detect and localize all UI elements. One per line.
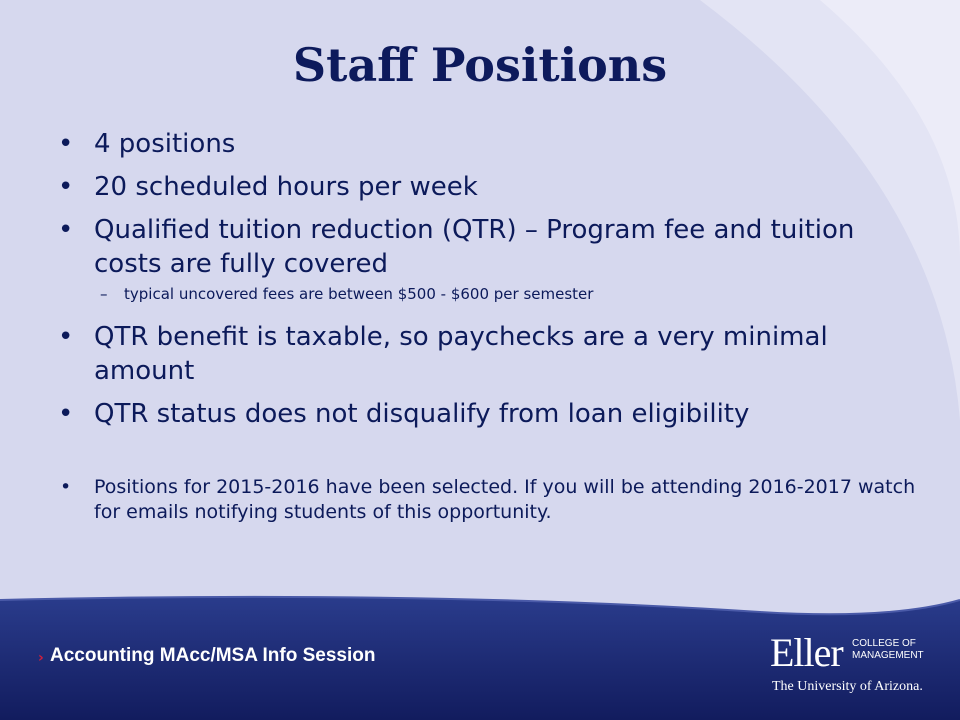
note-bullet bbox=[58, 475, 918, 525]
bullet-dot: • bbox=[58, 322, 74, 352]
logo-university: The University of Arizona. bbox=[772, 679, 923, 694]
bullet-text: 20 scheduled hours per week bbox=[94, 172, 478, 202]
sub-bullet-item bbox=[58, 284, 918, 304]
logo-wordmark: Eller bbox=[770, 630, 843, 675]
logo-subtitle: COLLEGE OF MANAGEMENT bbox=[852, 638, 924, 661]
bullet-item bbox=[58, 127, 918, 161]
chevron-right-icon: › bbox=[38, 650, 44, 666]
bullet-dot: • bbox=[58, 399, 74, 429]
bullet-item bbox=[58, 213, 918, 281]
bullet-item bbox=[58, 397, 918, 431]
bullet-item bbox=[58, 170, 918, 204]
bullet-dot: • bbox=[60, 476, 72, 498]
bullet-list bbox=[58, 127, 918, 525]
sub-bullet-dash: – bbox=[100, 285, 108, 303]
bullet-dot: • bbox=[58, 215, 74, 245]
slide-title: Staff Positions bbox=[292, 38, 668, 92]
bullet-text: QTR benefit is taxable, so paychecks are a very minimal amount bbox=[94, 322, 828, 386]
bullet-text: QTR status does not disqualify from loan eligibility bbox=[94, 399, 750, 429]
bullet-dot: • bbox=[58, 172, 74, 202]
bullet-text: 4 positions bbox=[94, 129, 236, 159]
sub-bullet-text: typical uncovered fees are between $500 - $600 per semester bbox=[124, 285, 594, 303]
note-text: Positions for 2015-2016 have been selected. If you will be attending 2016-2017 watch for emails notifying students of this opportunity. bbox=[94, 476, 916, 523]
eller-logo bbox=[770, 630, 930, 697]
bullet-text: Qualified tuition reduction (QTR) – Program fee and tuition costs are fully covered bbox=[94, 215, 855, 279]
footer-title: Accounting MAcc/MSA Info Session bbox=[50, 645, 376, 666]
bullet-item bbox=[58, 320, 918, 388]
bullet-dot: • bbox=[58, 129, 74, 159]
